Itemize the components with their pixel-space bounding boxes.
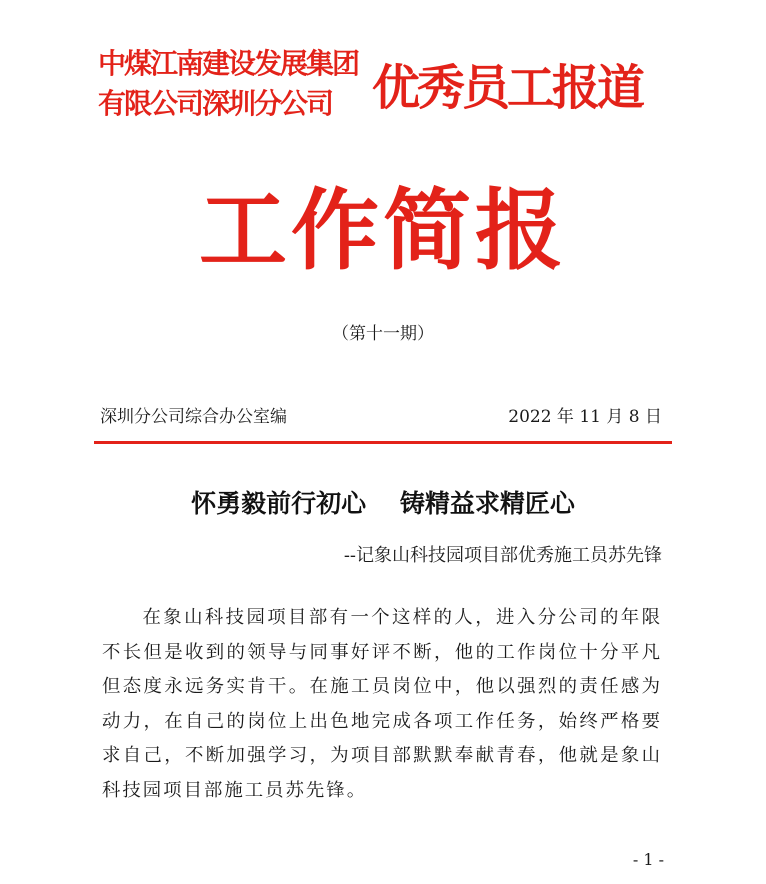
article-paragraph: 在象山科技园项目部有一个这样的人，进入分公司的年限不长但是收到的领导与同事好评不断，他的工作岗位十分平凡但态度永远务实肯干。在施工员岗位中，他以强烈的责任感为动力，在自己的岗位上出色地完成各项工作任务，始终严格要求自己，不断加强学习，为项目部默默奉献青春，他就是象山科技园项目部施工员苏先锋。 — [102, 607, 662, 801]
article-title: 怀勇毅前行初心 铸精益求精匠心 — [191, 489, 575, 518]
issue-number: （第十一期） — [332, 324, 434, 344]
red-divider — [94, 441, 672, 444]
masthead-title: 工作简报 — [198, 178, 567, 282]
organization-line-2: 有限公司深圳分公司 — [98, 87, 333, 120]
editor-credit: 深圳分公司综合办公室编 — [100, 407, 287, 427]
column-tagline: 优秀员工报道 — [372, 60, 643, 116]
issue-date: 2022 年 11 月 8 日 — [508, 407, 662, 427]
page-number: - 1 - — [632, 850, 664, 869]
organization-line-1: 中煤江南建设发展集团 — [98, 47, 359, 80]
article-subtitle: --记象山科技园项目部优秀施工员苏先锋 — [343, 545, 662, 566]
organization-name — [98, 44, 388, 124]
